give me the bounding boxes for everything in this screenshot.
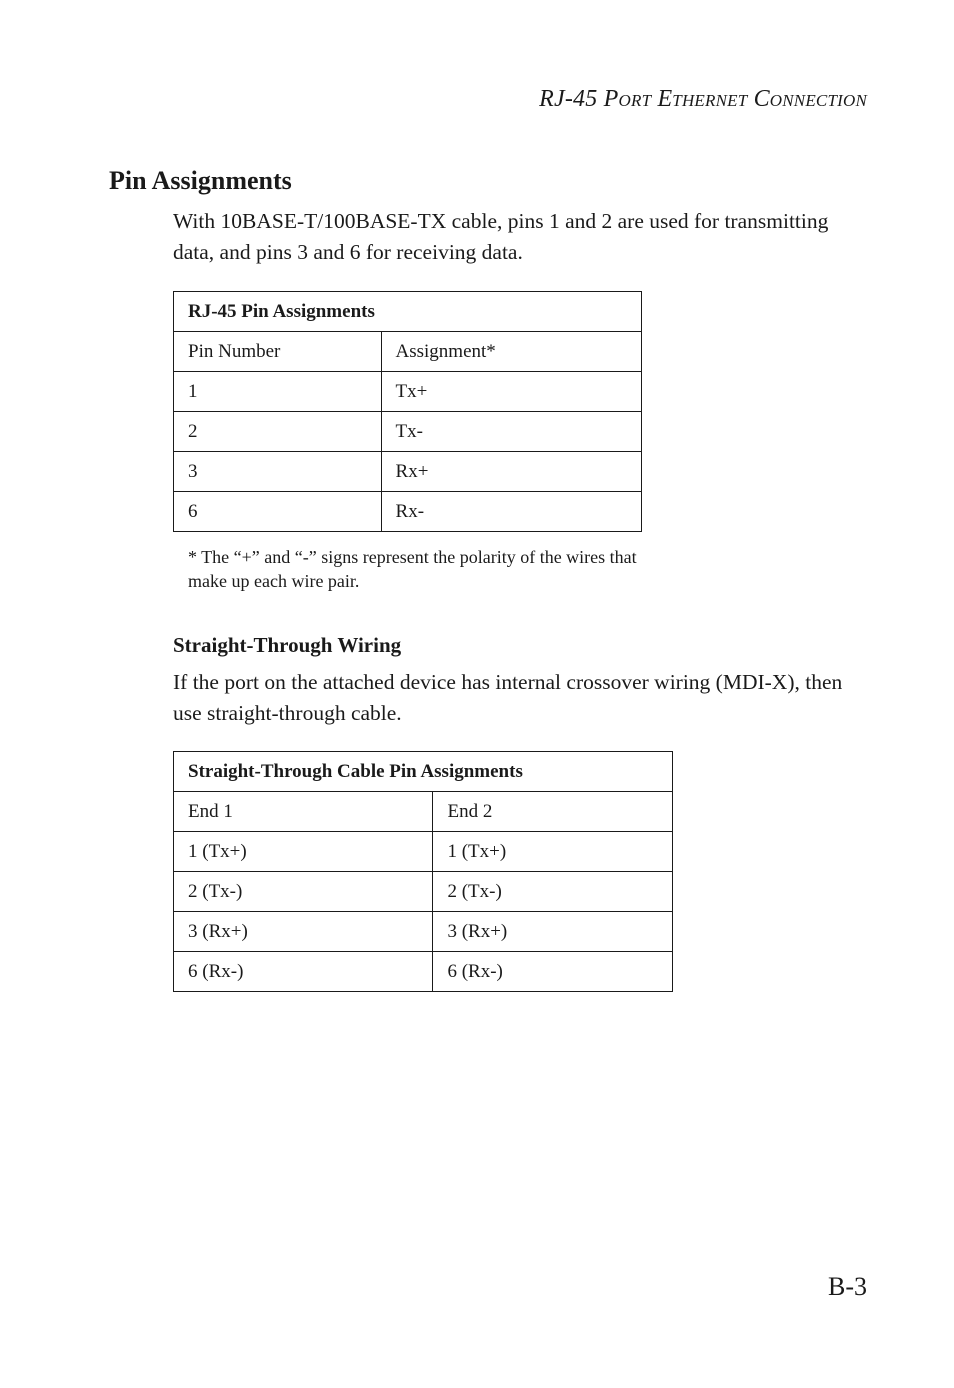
table-row (174, 832, 673, 872)
table-header-row (174, 792, 673, 832)
column-header: Pin Number (174, 332, 382, 372)
page-number: B-3 (828, 1272, 867, 1301)
table-cell: 2 (Tx-) (174, 872, 433, 912)
rj45-pin-table (173, 291, 642, 532)
table-title: RJ-45 Pin Assignments (174, 292, 642, 332)
header-segment: Port (603, 86, 658, 112)
table-cell: 1 (Tx+) (174, 832, 433, 872)
table-row (174, 452, 642, 492)
table-title-row (174, 292, 642, 332)
table-cell: 1 (Tx+) (433, 832, 673, 872)
table-header-row (174, 332, 642, 372)
table-cell: 1 (174, 372, 382, 412)
table-cell: Tx+ (381, 372, 641, 412)
table-row (174, 872, 673, 912)
subsection-title: Straight-Through Wiring (173, 633, 402, 657)
table-row (174, 492, 642, 532)
table-cell: 3 (Rx+) (174, 912, 433, 952)
header-segment: Connection (753, 86, 867, 112)
column-header: End 1 (174, 792, 433, 832)
straight-through-table (173, 751, 673, 992)
table-cell: 2 (174, 412, 382, 452)
running-header (539, 86, 867, 113)
table-row (174, 912, 673, 952)
table-title-row (174, 752, 673, 792)
column-header: Assignment* (381, 332, 641, 372)
table-row (174, 412, 642, 452)
table-cell: 3 (174, 452, 382, 492)
intro-paragraph: With 10BASE-T/100BASE-TX cable, pins 1 and 2 are used for transmitting data, and pins 3 and 6 for receiving data. (173, 209, 829, 264)
table-row (174, 372, 642, 412)
header-segment: RJ-45 (539, 86, 604, 112)
column-header: End 2 (433, 792, 673, 832)
table-footnote: * The “+” and “-” signs represent the polarity of the wires that make up each wire pair. (188, 547, 637, 591)
table-cell: 6 (Rx-) (433, 952, 673, 992)
subsection-paragraph: If the port on the attached device has internal crossover wiring (MDI-X), then use straight-through cable. (173, 670, 843, 725)
header-segment: Ethernet (657, 86, 754, 112)
table-cell: Tx- (381, 412, 641, 452)
table-cell: Rx+ (381, 452, 641, 492)
table-title: Straight-Through Cable Pin Assignments (174, 752, 673, 792)
table-cell: 6 (Rx-) (174, 952, 433, 992)
table-row (174, 952, 673, 992)
table-cell: 2 (Tx-) (433, 872, 673, 912)
table-cell: 3 (Rx+) (433, 912, 673, 952)
table-cell: 6 (174, 492, 382, 532)
section-title: Pin Assignments (109, 166, 292, 195)
table-cell: Rx- (381, 492, 641, 532)
